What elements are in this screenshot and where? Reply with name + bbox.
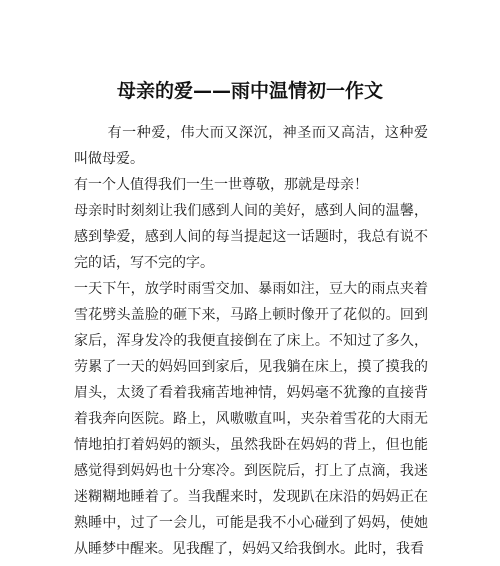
- paragraph-2: 有一个人值得我们一生一世尊敬，那就是母亲！: [74, 177, 368, 193]
- paragraph-3: 母亲时时刻刻让我们感到人间的美好，感到人间的温馨，感到挚爱，感到人间的每当提起这一话题时，我总有说不完的话，写不完的字。: [74, 203, 428, 271]
- document-body: [74, 120, 428, 562]
- paragraph-1: 有一种爱，伟大而又深沉，神圣而又高洁，这种爱叫做母爱。: [74, 125, 428, 167]
- document-title: 母亲的爱——雨中温情初一作文: [116, 80, 383, 102]
- paragraph-4: 一天下午，放学时雨雪交加、暴雨如注，豆大的雨点夹着雪花劈头盖脸的砸下来，马路上顿时像开了花似的。回到家后，浑身发冷的我便直接倒在了床上。不知过了多久，劳累了一天的妈妈回到家后，见我躺在床上，摸了摸我的眉头，太烫了看着我痛苦地神情，妈妈毫不犹豫的直接背着我奔向医院。路上，风嗷嗷直叫，夹杂着雪花的大雨无情地拍打着妈妈的额头，虽然我卧在妈妈的背上，但也能感觉得到妈妈也十分寒冷。到医院后，打上了点滴，我迷迷糊糊地睡着了。当我醒来时，发现趴在床沿的妈妈正在熟睡中，过了一会儿，可能是我不小心碰到了妈妈，使她从睡梦中醒来。见我醒了，妈妈又给我倒水。此时，我看: [74, 281, 428, 557]
